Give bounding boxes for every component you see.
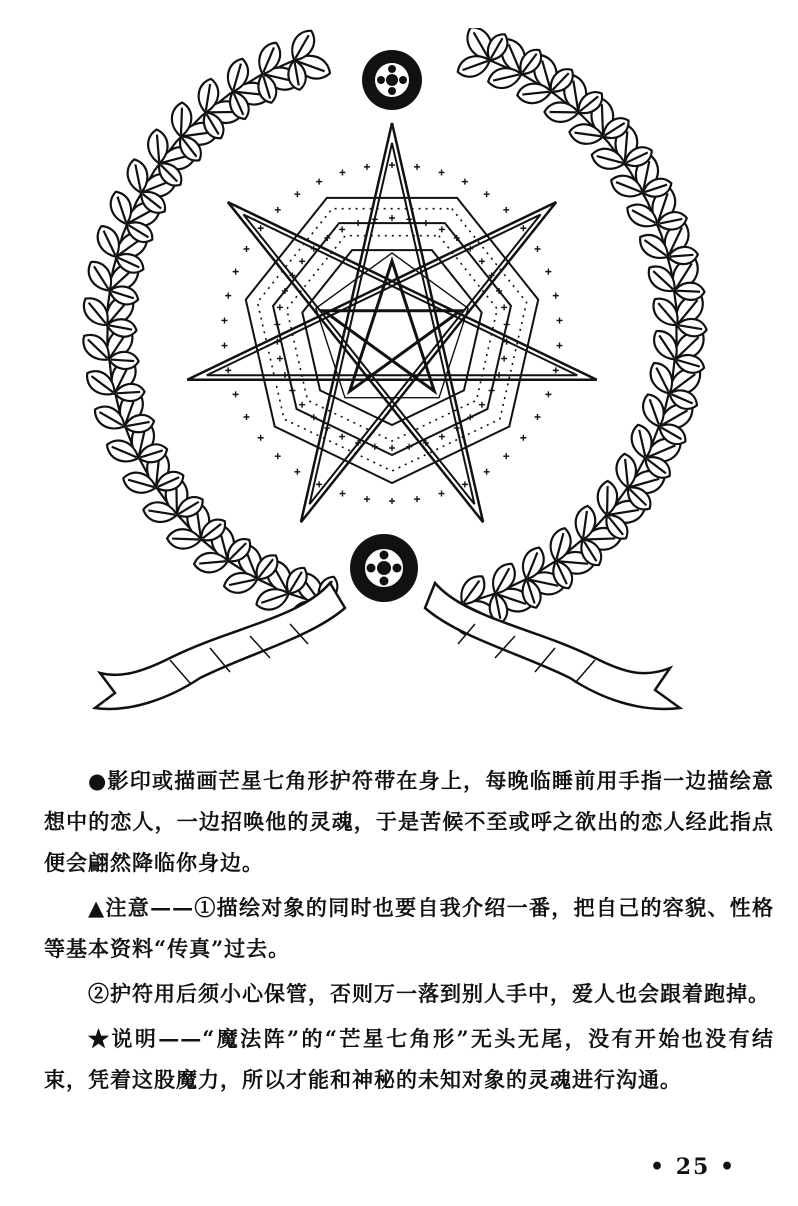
heptagram-star [187,123,596,522]
top-rosette [362,50,422,110]
paragraph-safekeeping: ②护符用后须小心保管，否则万一落到别人手中，爱人也会跟着跑掉。 [88,981,770,1006]
paragraph-attention: ▲注意——①描绘对象的同时也要自我介绍一番，把自己的容貌、性格等基本资料“传真”过去。 [44,895,774,961]
heptagram-amulet-illustration [80,28,720,718]
body-text [44,760,774,1104]
page-number: • 25 • [650,1154,737,1180]
heptagram-amulet-svg [80,28,720,718]
paragraph-explanation: ★说明——“魔法阵”的“芒星七角形”无头无尾，没有开始也没有结束，凭着这股魔力，所以才能和神秘的未知对象的灵魂进行沟通。 [44,1026,774,1092]
bottom-rosette [350,534,418,602]
paragraph-instructions: ●影印或描画芒星七角形护符带在身上，每晚临睡前用手指一边描绘意想中的恋人，一边招唤他的灵魂，于是苦候不至或呼之欲出的恋人经此指点便会翩然降临你身边。 [44,768,774,875]
ribbon [95,583,680,709]
